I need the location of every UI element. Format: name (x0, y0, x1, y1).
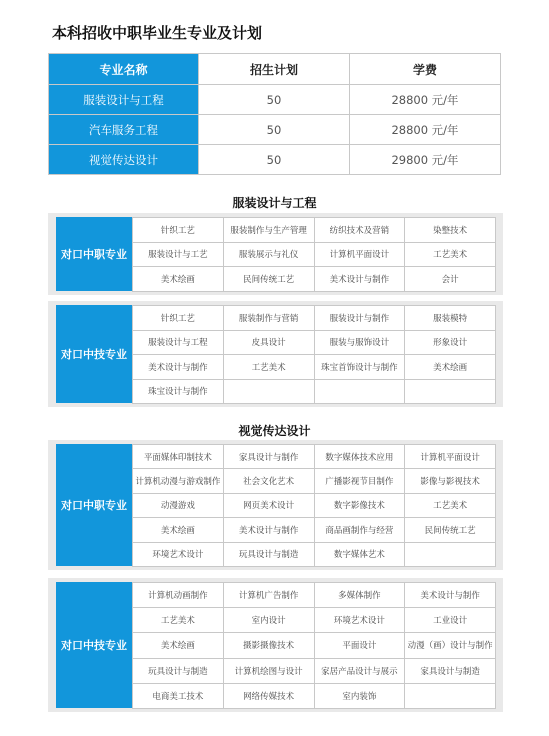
major-cell: 动漫游戏 (133, 494, 224, 518)
major-cell: 美术设计与制作 (405, 583, 496, 608)
major-cell: 商品画制作与经营 (315, 518, 406, 542)
major-cell: 美术绘画 (133, 518, 224, 542)
plan-row-quota: 50 (199, 145, 350, 175)
major-cell: 美术绘画 (133, 633, 224, 658)
major-cell: 美术绘画 (405, 355, 496, 380)
major-cell: 玩具设计与制造 (133, 659, 224, 684)
block-label: 对口中技专业 (56, 305, 132, 403)
major-cell: 工艺美术 (405, 243, 496, 268)
major-cell: 美术绘画 (133, 267, 224, 292)
major-cell: 会计 (405, 267, 496, 292)
vocational-majors-block (48, 213, 503, 295)
majors-grid (132, 217, 496, 292)
plan-table (48, 53, 501, 175)
plan-row-tuition: 28800 元/年 (350, 115, 501, 145)
major-cell: 计算机动漫与游戏制作 (133, 469, 224, 493)
plan-row-major: 服装设计与工程 (49, 85, 199, 115)
majors-grid (132, 305, 496, 404)
plan-row-tuition: 29800 元/年 (350, 145, 501, 175)
major-cell: 服装设计与制作 (315, 306, 406, 331)
major-cell: 针织工艺 (133, 306, 224, 331)
major-cell: 数字媒体艺术 (315, 543, 406, 567)
plan-table-header (49, 54, 501, 85)
major-cell: 网络传媒技术 (224, 684, 315, 709)
vocational-majors-block (48, 440, 503, 570)
major-cell: 环境艺术设计 (315, 608, 406, 633)
major-cell: 服装模特 (405, 306, 496, 331)
block-label: 对口中职专业 (56, 444, 132, 566)
major-cell: 网页美术设计 (224, 494, 315, 518)
plan-header-quota: 招生计划 (199, 54, 350, 85)
section-title-visual: 视觉传达设计 (238, 424, 311, 438)
majors-grid (132, 444, 496, 567)
block-label: 对口中技专业 (56, 582, 132, 708)
major-cell: 民间传统工艺 (224, 267, 315, 292)
major-cell: 工艺美术 (405, 494, 496, 518)
major-cell: 美术设计与制作 (315, 267, 406, 292)
major-cell (224, 380, 315, 405)
major-cell: 服装展示与礼仪 (224, 243, 315, 268)
major-cell: 工艺美术 (224, 355, 315, 380)
major-cell: 数字媒体技术应用 (315, 445, 406, 469)
major-cell: 针织工艺 (133, 218, 224, 243)
major-cell (405, 543, 496, 567)
plan-row-tuition: 28800 元/年 (350, 85, 501, 115)
block-label: 对口中职专业 (56, 217, 132, 291)
major-cell: 工艺美术 (133, 608, 224, 633)
major-cell: 计算机绘图与设计 (224, 659, 315, 684)
major-cell: 多媒体制作 (315, 583, 406, 608)
plan-row-major: 汽车服务工程 (49, 115, 199, 145)
major-cell: 服装设计与工程 (133, 331, 224, 356)
major-cell: 数字影像技术 (315, 494, 406, 518)
major-cell: 计算机动画制作 (133, 583, 224, 608)
major-cell (315, 380, 406, 405)
major-cell: 美术设计与制作 (133, 355, 224, 380)
major-cell: 广播影视节目制作 (315, 469, 406, 493)
major-cell: 染整技术 (405, 218, 496, 243)
major-cell: 服装与服饰设计 (315, 331, 406, 356)
major-cell: 影像与影视技术 (405, 469, 496, 493)
plan-header-tuition: 学费 (350, 54, 501, 85)
major-cell: 平面媒体印制技术 (133, 445, 224, 469)
plan-table-row (49, 85, 501, 115)
major-cell (405, 380, 496, 405)
major-cell: 纺织技术及营销 (315, 218, 406, 243)
major-cell: 珠宝设计与制作 (133, 380, 224, 405)
major-cell: 工业设计 (405, 608, 496, 633)
major-cell: 民间传统工艺 (405, 518, 496, 542)
major-cell: 摄影摄像技术 (224, 633, 315, 658)
major-cell: 室内设计 (224, 608, 315, 633)
major-cell: 动漫（画）设计与制作 (405, 633, 496, 658)
major-cell: 计算机平面设计 (405, 445, 496, 469)
plan-table-row (49, 145, 501, 175)
plan-row-major: 视觉传达设计 (49, 145, 199, 175)
page-title: 本科招收中职毕业生专业及计划 (52, 24, 263, 42)
major-cell (405, 684, 496, 709)
plan-header-major: 专业名称 (49, 54, 199, 85)
major-cell: 室内装饰 (315, 684, 406, 709)
plan-table-row (49, 115, 501, 145)
major-cell: 珠宝首饰设计与制作 (315, 355, 406, 380)
major-cell: 服装设计与工艺 (133, 243, 224, 268)
plan-row-quota: 50 (199, 85, 350, 115)
section-title-fashion: 服装设计与工程 (232, 196, 317, 210)
major-cell: 计算机广告制作 (224, 583, 315, 608)
majors-grid (132, 582, 496, 709)
major-cell: 美术设计与制作 (224, 518, 315, 542)
major-cell: 玩具设计与制造 (224, 543, 315, 567)
major-cell: 平面设计 (315, 633, 406, 658)
major-cell: 家具设计与制作 (224, 445, 315, 469)
major-cell: 计算机平面设计 (315, 243, 406, 268)
major-cell: 皮具设计 (224, 331, 315, 356)
technical-majors-block (48, 301, 503, 407)
major-cell: 家具设计与制造 (405, 659, 496, 684)
major-cell: 社会文化艺术 (224, 469, 315, 493)
major-cell: 电商美工技术 (133, 684, 224, 709)
major-cell: 服装制作与生产管理 (224, 218, 315, 243)
major-cell: 环境艺术设计 (133, 543, 224, 567)
major-cell: 家居产品设计与展示 (315, 659, 406, 684)
major-cell: 服装制作与营销 (224, 306, 315, 331)
plan-row-quota: 50 (199, 115, 350, 145)
major-cell: 形象设计 (405, 331, 496, 356)
technical-majors-block (48, 578, 503, 712)
